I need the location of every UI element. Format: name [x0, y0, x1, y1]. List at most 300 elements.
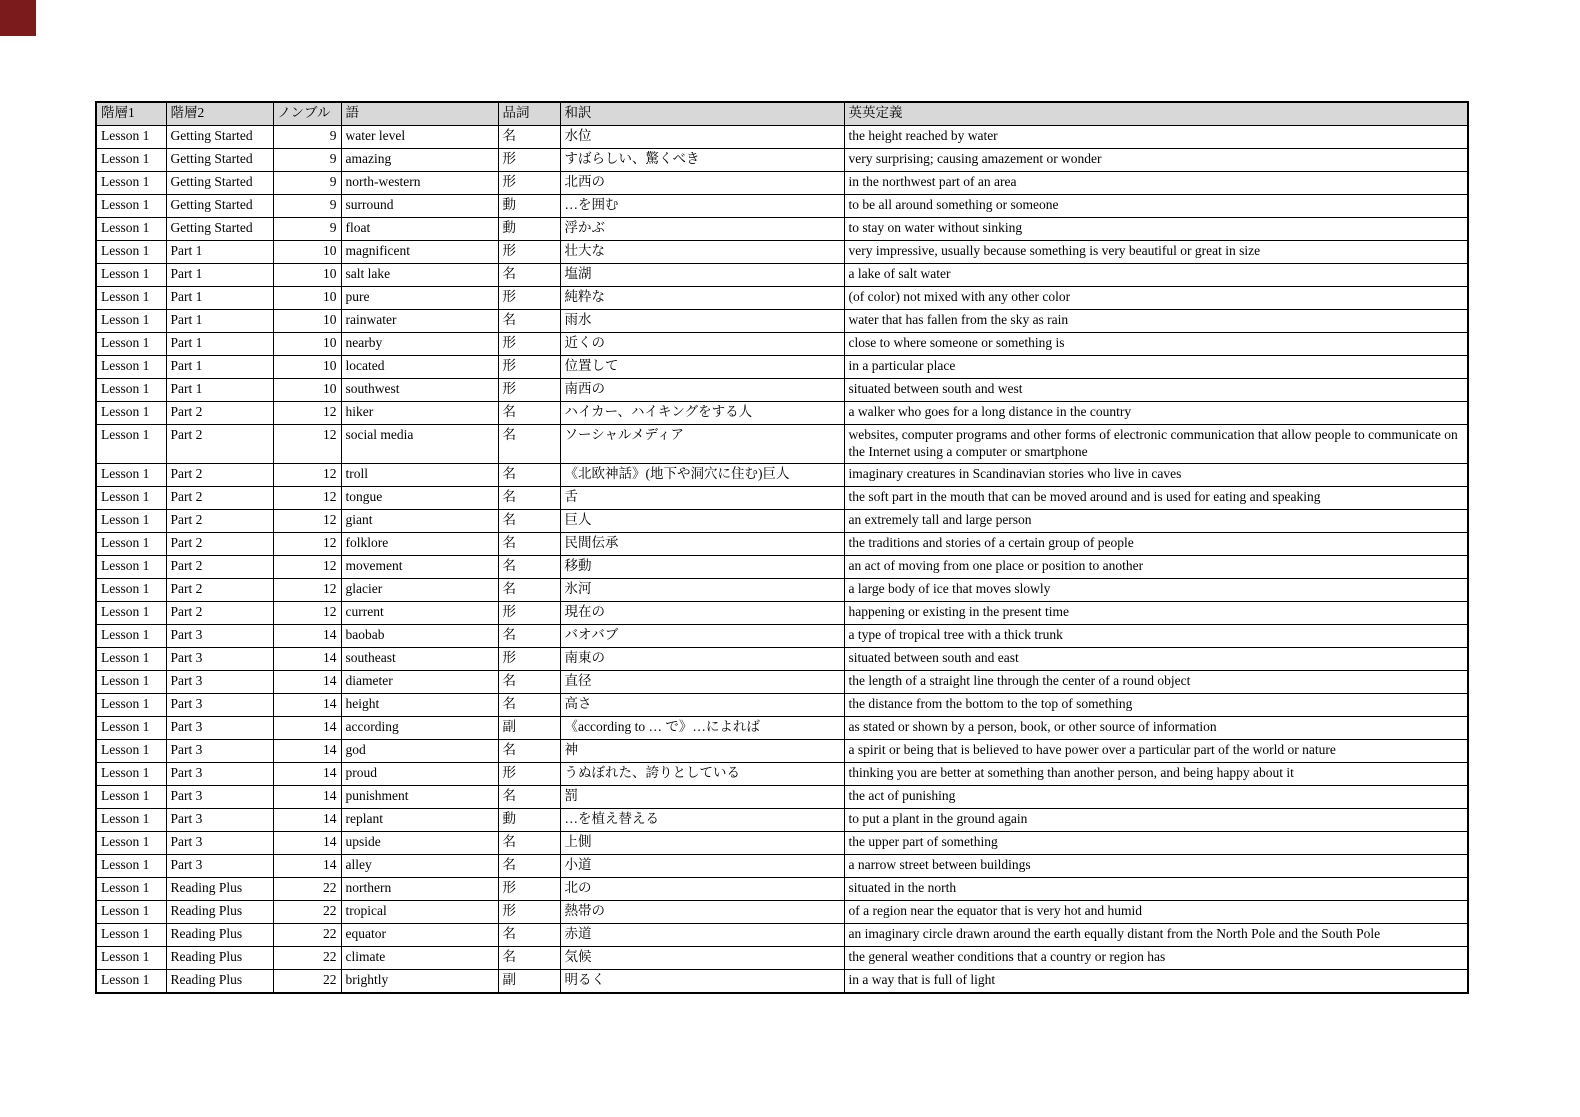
vocab-table-body [96, 125, 1468, 993]
cell-page-number: 12 [273, 579, 341, 602]
cell-hierarchy2: Getting Started [166, 194, 273, 217]
cell-english-definition: to be all around something or someone [844, 194, 1468, 217]
cell-page-number: 14 [273, 763, 341, 786]
cell-english-definition: websites, computer programs and other forms of electronic communication that allow people to communicate on the Internet using a computer or smartphone [844, 424, 1468, 464]
cell-japanese-translation: 北の [560, 878, 844, 901]
cell-part-of-speech: 動 [498, 809, 560, 832]
cell-hierarchy1: Lesson 1 [96, 947, 166, 970]
cell-japanese-translation: ソーシャルメディア [560, 424, 844, 464]
red-corner-square [0, 0, 36, 36]
cell-hierarchy2: Part 1 [166, 240, 273, 263]
cell-japanese-translation: バオバブ [560, 625, 844, 648]
cell-page-number: 12 [273, 401, 341, 424]
cell-word: tropical [341, 901, 498, 924]
table-row [96, 878, 1468, 901]
table-row [96, 763, 1468, 786]
table-row [96, 740, 1468, 763]
cell-part-of-speech: 名 [498, 786, 560, 809]
cell-english-definition: the general weather conditions that a country or region has [844, 947, 1468, 970]
cell-japanese-translation: ハイカー、ハイキングをする人 [560, 401, 844, 424]
cell-hierarchy2: Getting Started [166, 148, 273, 171]
cell-hierarchy2: Part 1 [166, 332, 273, 355]
cell-page-number: 12 [273, 487, 341, 510]
cell-japanese-translation: 雨水 [560, 309, 844, 332]
cell-english-definition: a narrow street between buildings [844, 855, 1468, 878]
cell-word: tongue [341, 487, 498, 510]
cell-part-of-speech: 名 [498, 625, 560, 648]
cell-hierarchy2: Part 3 [166, 648, 273, 671]
cell-hierarchy2: Part 2 [166, 533, 273, 556]
cell-page-number: 10 [273, 355, 341, 378]
table-row [96, 533, 1468, 556]
cell-hierarchy1: Lesson 1 [96, 855, 166, 878]
cell-hierarchy2: Part 3 [166, 694, 273, 717]
table-row [96, 240, 1468, 263]
cell-japanese-translation: 南西の [560, 378, 844, 401]
cell-hierarchy1: Lesson 1 [96, 464, 166, 487]
cell-english-definition: situated in the north [844, 878, 1468, 901]
cell-hierarchy1: Lesson 1 [96, 694, 166, 717]
cell-hierarchy2: Part 3 [166, 855, 273, 878]
table-row [96, 263, 1468, 286]
cell-japanese-translation: 北西の [560, 171, 844, 194]
cell-part-of-speech: 名 [498, 263, 560, 286]
table-row [96, 378, 1468, 401]
cell-part-of-speech: 形 [498, 286, 560, 309]
cell-word: giant [341, 510, 498, 533]
cell-english-definition: the act of punishing [844, 786, 1468, 809]
cell-hierarchy2: Part 2 [166, 487, 273, 510]
cell-part-of-speech: 名 [498, 424, 560, 464]
cell-part-of-speech: 形 [498, 378, 560, 401]
cell-word: social media [341, 424, 498, 464]
cell-page-number: 14 [273, 625, 341, 648]
table-row [96, 125, 1468, 148]
table-row [96, 717, 1468, 740]
cell-english-definition: the distance from the bottom to the top of something [844, 694, 1468, 717]
cell-japanese-translation: 塩湖 [560, 263, 844, 286]
cell-hierarchy2: Part 3 [166, 740, 273, 763]
table-row [96, 970, 1468, 993]
cell-word: god [341, 740, 498, 763]
cell-page-number: 10 [273, 263, 341, 286]
cell-english-definition: thinking you are better at something than another person, and being happy about it [844, 763, 1468, 786]
cell-page-number: 14 [273, 740, 341, 763]
cell-japanese-translation: 位置して [560, 355, 844, 378]
cell-word: equator [341, 924, 498, 947]
cell-english-definition: (of color) not mixed with any other color [844, 286, 1468, 309]
cell-japanese-translation: 純粋な [560, 286, 844, 309]
cell-page-number: 10 [273, 240, 341, 263]
cell-word: northern [341, 878, 498, 901]
cell-word: north-western [341, 171, 498, 194]
cell-part-of-speech: 名 [498, 671, 560, 694]
cell-hierarchy1: Lesson 1 [96, 832, 166, 855]
cell-hierarchy1: Lesson 1 [96, 625, 166, 648]
cell-hierarchy2: Reading Plus [166, 901, 273, 924]
cell-hierarchy2: Part 3 [166, 625, 273, 648]
cell-page-number: 10 [273, 309, 341, 332]
cell-hierarchy2: Reading Plus [166, 970, 273, 993]
cell-japanese-translation: 神 [560, 740, 844, 763]
cell-hierarchy2: Part 3 [166, 809, 273, 832]
cell-hierarchy2: Part 1 [166, 378, 273, 401]
cell-word: brightly [341, 970, 498, 993]
table-row [96, 924, 1468, 947]
table-row [96, 556, 1468, 579]
cell-word: alley [341, 855, 498, 878]
table-row [96, 487, 1468, 510]
cell-hierarchy1: Lesson 1 [96, 148, 166, 171]
cell-japanese-translation: 《北欧神話》(地下や洞穴に住む)巨人 [560, 464, 844, 487]
cell-page-number: 14 [273, 694, 341, 717]
cell-word: according [341, 717, 498, 740]
cell-english-definition: situated between south and west [844, 378, 1468, 401]
cell-hierarchy1: Lesson 1 [96, 924, 166, 947]
cell-page-number: 22 [273, 924, 341, 947]
cell-word: magnificent [341, 240, 498, 263]
cell-word: located [341, 355, 498, 378]
cell-english-definition: imaginary creatures in Scandinavian stories who live in caves [844, 464, 1468, 487]
cell-part-of-speech: 形 [498, 602, 560, 625]
cell-hierarchy1: Lesson 1 [96, 309, 166, 332]
table-row [96, 579, 1468, 602]
cell-hierarchy1: Lesson 1 [96, 424, 166, 464]
cell-part-of-speech: 名 [498, 740, 560, 763]
cell-english-definition: to put a plant in the ground again [844, 809, 1468, 832]
cell-japanese-translation: …を植え替える [560, 809, 844, 832]
cell-english-definition: the upper part of something [844, 832, 1468, 855]
cell-word: amazing [341, 148, 498, 171]
table-row [96, 855, 1468, 878]
table-row [96, 510, 1468, 533]
table-row [96, 355, 1468, 378]
cell-hierarchy2: Part 2 [166, 602, 273, 625]
cell-japanese-translation: …を囲む [560, 194, 844, 217]
cell-english-definition: very impressive, usually because something is very beautiful or great in size [844, 240, 1468, 263]
cell-page-number: 22 [273, 970, 341, 993]
cell-part-of-speech: 名 [498, 947, 560, 970]
cell-page-number: 12 [273, 556, 341, 579]
cell-japanese-translation: すばらしい、驚くべき [560, 148, 844, 171]
cell-japanese-translation: 小道 [560, 855, 844, 878]
cell-japanese-translation: 南東の [560, 648, 844, 671]
cell-word: current [341, 602, 498, 625]
cell-japanese-translation: 近くの [560, 332, 844, 355]
cell-english-definition: the height reached by water [844, 125, 1468, 148]
cell-english-definition: a spirit or being that is believed to have power over a particular part of the world or nature [844, 740, 1468, 763]
table-row [96, 602, 1468, 625]
header-row [96, 102, 1468, 125]
cell-japanese-translation: 直径 [560, 671, 844, 694]
cell-hierarchy2: Part 1 [166, 355, 273, 378]
cell-english-definition: an act of moving from one place or position to another [844, 556, 1468, 579]
cell-hierarchy2: Part 2 [166, 401, 273, 424]
table-row [96, 424, 1468, 464]
cell-page-number: 14 [273, 648, 341, 671]
cell-word: upside [341, 832, 498, 855]
cell-hierarchy1: Lesson 1 [96, 970, 166, 993]
cell-hierarchy1: Lesson 1 [96, 217, 166, 240]
table-row [96, 809, 1468, 832]
cell-japanese-translation: 氷河 [560, 579, 844, 602]
cell-word: folklore [341, 533, 498, 556]
cell-english-definition: in a particular place [844, 355, 1468, 378]
cell-hierarchy1: Lesson 1 [96, 809, 166, 832]
cell-part-of-speech: 名 [498, 510, 560, 533]
cell-page-number: 9 [273, 148, 341, 171]
cell-japanese-translation: 気候 [560, 947, 844, 970]
cell-word: movement [341, 556, 498, 579]
cell-part-of-speech: 形 [498, 763, 560, 786]
cell-english-definition: situated between south and east [844, 648, 1468, 671]
cell-part-of-speech: 副 [498, 717, 560, 740]
cell-english-definition: the traditions and stories of a certain group of people [844, 533, 1468, 556]
cell-part-of-speech: 名 [498, 487, 560, 510]
cell-part-of-speech: 名 [498, 855, 560, 878]
cell-part-of-speech: 副 [498, 970, 560, 993]
cell-japanese-translation: 高さ [560, 694, 844, 717]
cell-part-of-speech: 名 [498, 464, 560, 487]
cell-page-number: 14 [273, 832, 341, 855]
table-row [96, 309, 1468, 332]
cell-part-of-speech: 動 [498, 217, 560, 240]
cell-hierarchy1: Lesson 1 [96, 194, 166, 217]
cell-japanese-translation: 民間伝承 [560, 533, 844, 556]
cell-part-of-speech: 形 [498, 148, 560, 171]
cell-hierarchy1: Lesson 1 [96, 556, 166, 579]
cell-hierarchy2: Part 2 [166, 464, 273, 487]
cell-hierarchy1: Lesson 1 [96, 602, 166, 625]
cell-hierarchy1: Lesson 1 [96, 786, 166, 809]
cell-word: height [341, 694, 498, 717]
cell-hierarchy2: Part 3 [166, 671, 273, 694]
table-row [96, 332, 1468, 355]
cell-part-of-speech: 名 [498, 556, 560, 579]
cell-page-number: 12 [273, 424, 341, 464]
cell-hierarchy1: Lesson 1 [96, 332, 166, 355]
cell-japanese-translation: 罰 [560, 786, 844, 809]
cell-english-definition: a walker who goes for a long distance in the country [844, 401, 1468, 424]
cell-japanese-translation: 現在の [560, 602, 844, 625]
cell-hierarchy2: Getting Started [166, 125, 273, 148]
cell-hierarchy1: Lesson 1 [96, 125, 166, 148]
cell-word: troll [341, 464, 498, 487]
cell-hierarchy1: Lesson 1 [96, 740, 166, 763]
table-row [96, 217, 1468, 240]
table-row [96, 286, 1468, 309]
cell-hierarchy2: Part 1 [166, 286, 273, 309]
cell-english-definition: in the northwest part of an area [844, 171, 1468, 194]
cell-part-of-speech: 形 [498, 878, 560, 901]
cell-hierarchy1: Lesson 1 [96, 263, 166, 286]
cell-word: baobab [341, 625, 498, 648]
cell-japanese-translation: 壮大な [560, 240, 844, 263]
column-header-hierarchy2: 階層2 [166, 102, 273, 125]
cell-hierarchy2: Part 2 [166, 579, 273, 602]
cell-japanese-translation: 熱帯の [560, 901, 844, 924]
cell-japanese-translation: 舌 [560, 487, 844, 510]
cell-hierarchy1: Lesson 1 [96, 648, 166, 671]
cell-part-of-speech: 名 [498, 533, 560, 556]
cell-page-number: 9 [273, 125, 341, 148]
cell-hierarchy2: Getting Started [166, 217, 273, 240]
cell-english-definition: an imaginary circle drawn around the earth equally distant from the North Pole and the South Pole [844, 924, 1468, 947]
cell-page-number: 9 [273, 194, 341, 217]
cell-page-number: 14 [273, 671, 341, 694]
cell-english-definition: water that has fallen from the sky as rain [844, 309, 1468, 332]
cell-hierarchy2: Part 2 [166, 556, 273, 579]
cell-part-of-speech: 名 [498, 832, 560, 855]
vocab-table-header [96, 102, 1468, 125]
cell-japanese-translation: 明るく [560, 970, 844, 993]
cell-page-number: 10 [273, 378, 341, 401]
table-row [96, 464, 1468, 487]
cell-hierarchy2: Part 3 [166, 832, 273, 855]
cell-word: southeast [341, 648, 498, 671]
cell-hierarchy1: Lesson 1 [96, 533, 166, 556]
table-row [96, 901, 1468, 924]
cell-hierarchy1: Lesson 1 [96, 286, 166, 309]
cell-english-definition: a large body of ice that moves slowly [844, 579, 1468, 602]
cell-english-definition: in a way that is full of light [844, 970, 1468, 993]
cell-part-of-speech: 形 [498, 648, 560, 671]
table-row [96, 194, 1468, 217]
cell-page-number: 12 [273, 602, 341, 625]
cell-page-number: 22 [273, 878, 341, 901]
cell-page-number: 14 [273, 786, 341, 809]
cell-hierarchy1: Lesson 1 [96, 671, 166, 694]
cell-english-definition: a lake of salt water [844, 263, 1468, 286]
table-row [96, 832, 1468, 855]
cell-english-definition: close to where someone or something is [844, 332, 1468, 355]
cell-english-definition: an extremely tall and large person [844, 510, 1468, 533]
cell-page-number: 14 [273, 855, 341, 878]
cell-word: rainwater [341, 309, 498, 332]
cell-page-number: 22 [273, 947, 341, 970]
cell-japanese-translation: 浮かぶ [560, 217, 844, 240]
cell-page-number: 12 [273, 533, 341, 556]
table-row [96, 786, 1468, 809]
cell-japanese-translation: 水位 [560, 125, 844, 148]
cell-hierarchy1: Lesson 1 [96, 579, 166, 602]
cell-hierarchy1: Lesson 1 [96, 878, 166, 901]
cell-hierarchy1: Lesson 1 [96, 171, 166, 194]
cell-hierarchy1: Lesson 1 [96, 510, 166, 533]
cell-japanese-translation: 移動 [560, 556, 844, 579]
cell-part-of-speech: 動 [498, 194, 560, 217]
cell-word: nearby [341, 332, 498, 355]
cell-word: replant [341, 809, 498, 832]
cell-japanese-translation: うぬぼれた、誇りとしている [560, 763, 844, 786]
cell-hierarchy1: Lesson 1 [96, 355, 166, 378]
table-row [96, 625, 1468, 648]
column-header-english-definition: 英英定義 [844, 102, 1468, 125]
cell-word: proud [341, 763, 498, 786]
cell-part-of-speech: 名 [498, 125, 560, 148]
cell-hierarchy1: Lesson 1 [96, 717, 166, 740]
column-header-japanese-translation: 和訳 [560, 102, 844, 125]
table-row [96, 694, 1468, 717]
cell-page-number: 10 [273, 332, 341, 355]
cell-part-of-speech: 名 [498, 579, 560, 602]
cell-hierarchy2: Part 3 [166, 786, 273, 809]
cell-part-of-speech: 形 [498, 171, 560, 194]
cell-part-of-speech: 形 [498, 332, 560, 355]
cell-part-of-speech: 形 [498, 901, 560, 924]
table-row [96, 671, 1468, 694]
cell-word: climate [341, 947, 498, 970]
cell-hierarchy1: Lesson 1 [96, 401, 166, 424]
cell-japanese-translation: 巨人 [560, 510, 844, 533]
cell-part-of-speech: 名 [498, 401, 560, 424]
cell-hierarchy1: Lesson 1 [96, 487, 166, 510]
cell-hierarchy1: Lesson 1 [96, 901, 166, 924]
table-row [96, 947, 1468, 970]
cell-part-of-speech: 名 [498, 924, 560, 947]
table-row [96, 401, 1468, 424]
cell-japanese-translation: 上側 [560, 832, 844, 855]
cell-hierarchy1: Lesson 1 [96, 378, 166, 401]
column-header-hierarchy1: 階層1 [96, 102, 166, 125]
cell-part-of-speech: 名 [498, 309, 560, 332]
cell-word: pure [341, 286, 498, 309]
cell-word: southwest [341, 378, 498, 401]
column-header-part-of-speech: 品詞 [498, 102, 560, 125]
cell-page-number: 12 [273, 464, 341, 487]
table-row [96, 171, 1468, 194]
column-header-word: 語 [341, 102, 498, 125]
cell-english-definition: a type of tropical tree with a thick trunk [844, 625, 1468, 648]
cell-word: water level [341, 125, 498, 148]
cell-hierarchy1: Lesson 1 [96, 240, 166, 263]
cell-hierarchy2: Reading Plus [166, 924, 273, 947]
cell-english-definition: very surprising; causing amazement or wonder [844, 148, 1468, 171]
cell-hierarchy2: Reading Plus [166, 878, 273, 901]
cell-hierarchy2: Reading Plus [166, 947, 273, 970]
cell-word: salt lake [341, 263, 498, 286]
cell-word: float [341, 217, 498, 240]
cell-hierarchy2: Part 3 [166, 763, 273, 786]
cell-english-definition: the soft part in the mouth that can be moved around and is used for eating and speaking [844, 487, 1468, 510]
cell-page-number: 12 [273, 510, 341, 533]
vocab-table [95, 101, 1469, 994]
cell-japanese-translation: 《according to … で》…によれば [560, 717, 844, 740]
cell-page-number: 9 [273, 171, 341, 194]
cell-hierarchy1: Lesson 1 [96, 763, 166, 786]
cell-word: punishment [341, 786, 498, 809]
cell-hierarchy2: Part 1 [166, 263, 273, 286]
cell-hierarchy2: Part 1 [166, 309, 273, 332]
cell-english-definition: as stated or shown by a person, book, or other source of information [844, 717, 1468, 740]
cell-part-of-speech: 名 [498, 694, 560, 717]
cell-page-number: 10 [273, 286, 341, 309]
cell-page-number: 14 [273, 809, 341, 832]
cell-part-of-speech: 形 [498, 355, 560, 378]
cell-hierarchy2: Part 2 [166, 424, 273, 464]
cell-hierarchy2: Getting Started [166, 171, 273, 194]
table-row [96, 648, 1468, 671]
cell-word: surround [341, 194, 498, 217]
cell-english-definition: to stay on water without sinking [844, 217, 1468, 240]
cell-word: diameter [341, 671, 498, 694]
cell-part-of-speech: 形 [498, 240, 560, 263]
column-header-page-number: ノンブル [273, 102, 341, 125]
cell-word: hiker [341, 401, 498, 424]
cell-word: glacier [341, 579, 498, 602]
cell-hierarchy2: Part 3 [166, 717, 273, 740]
table-row [96, 148, 1468, 171]
